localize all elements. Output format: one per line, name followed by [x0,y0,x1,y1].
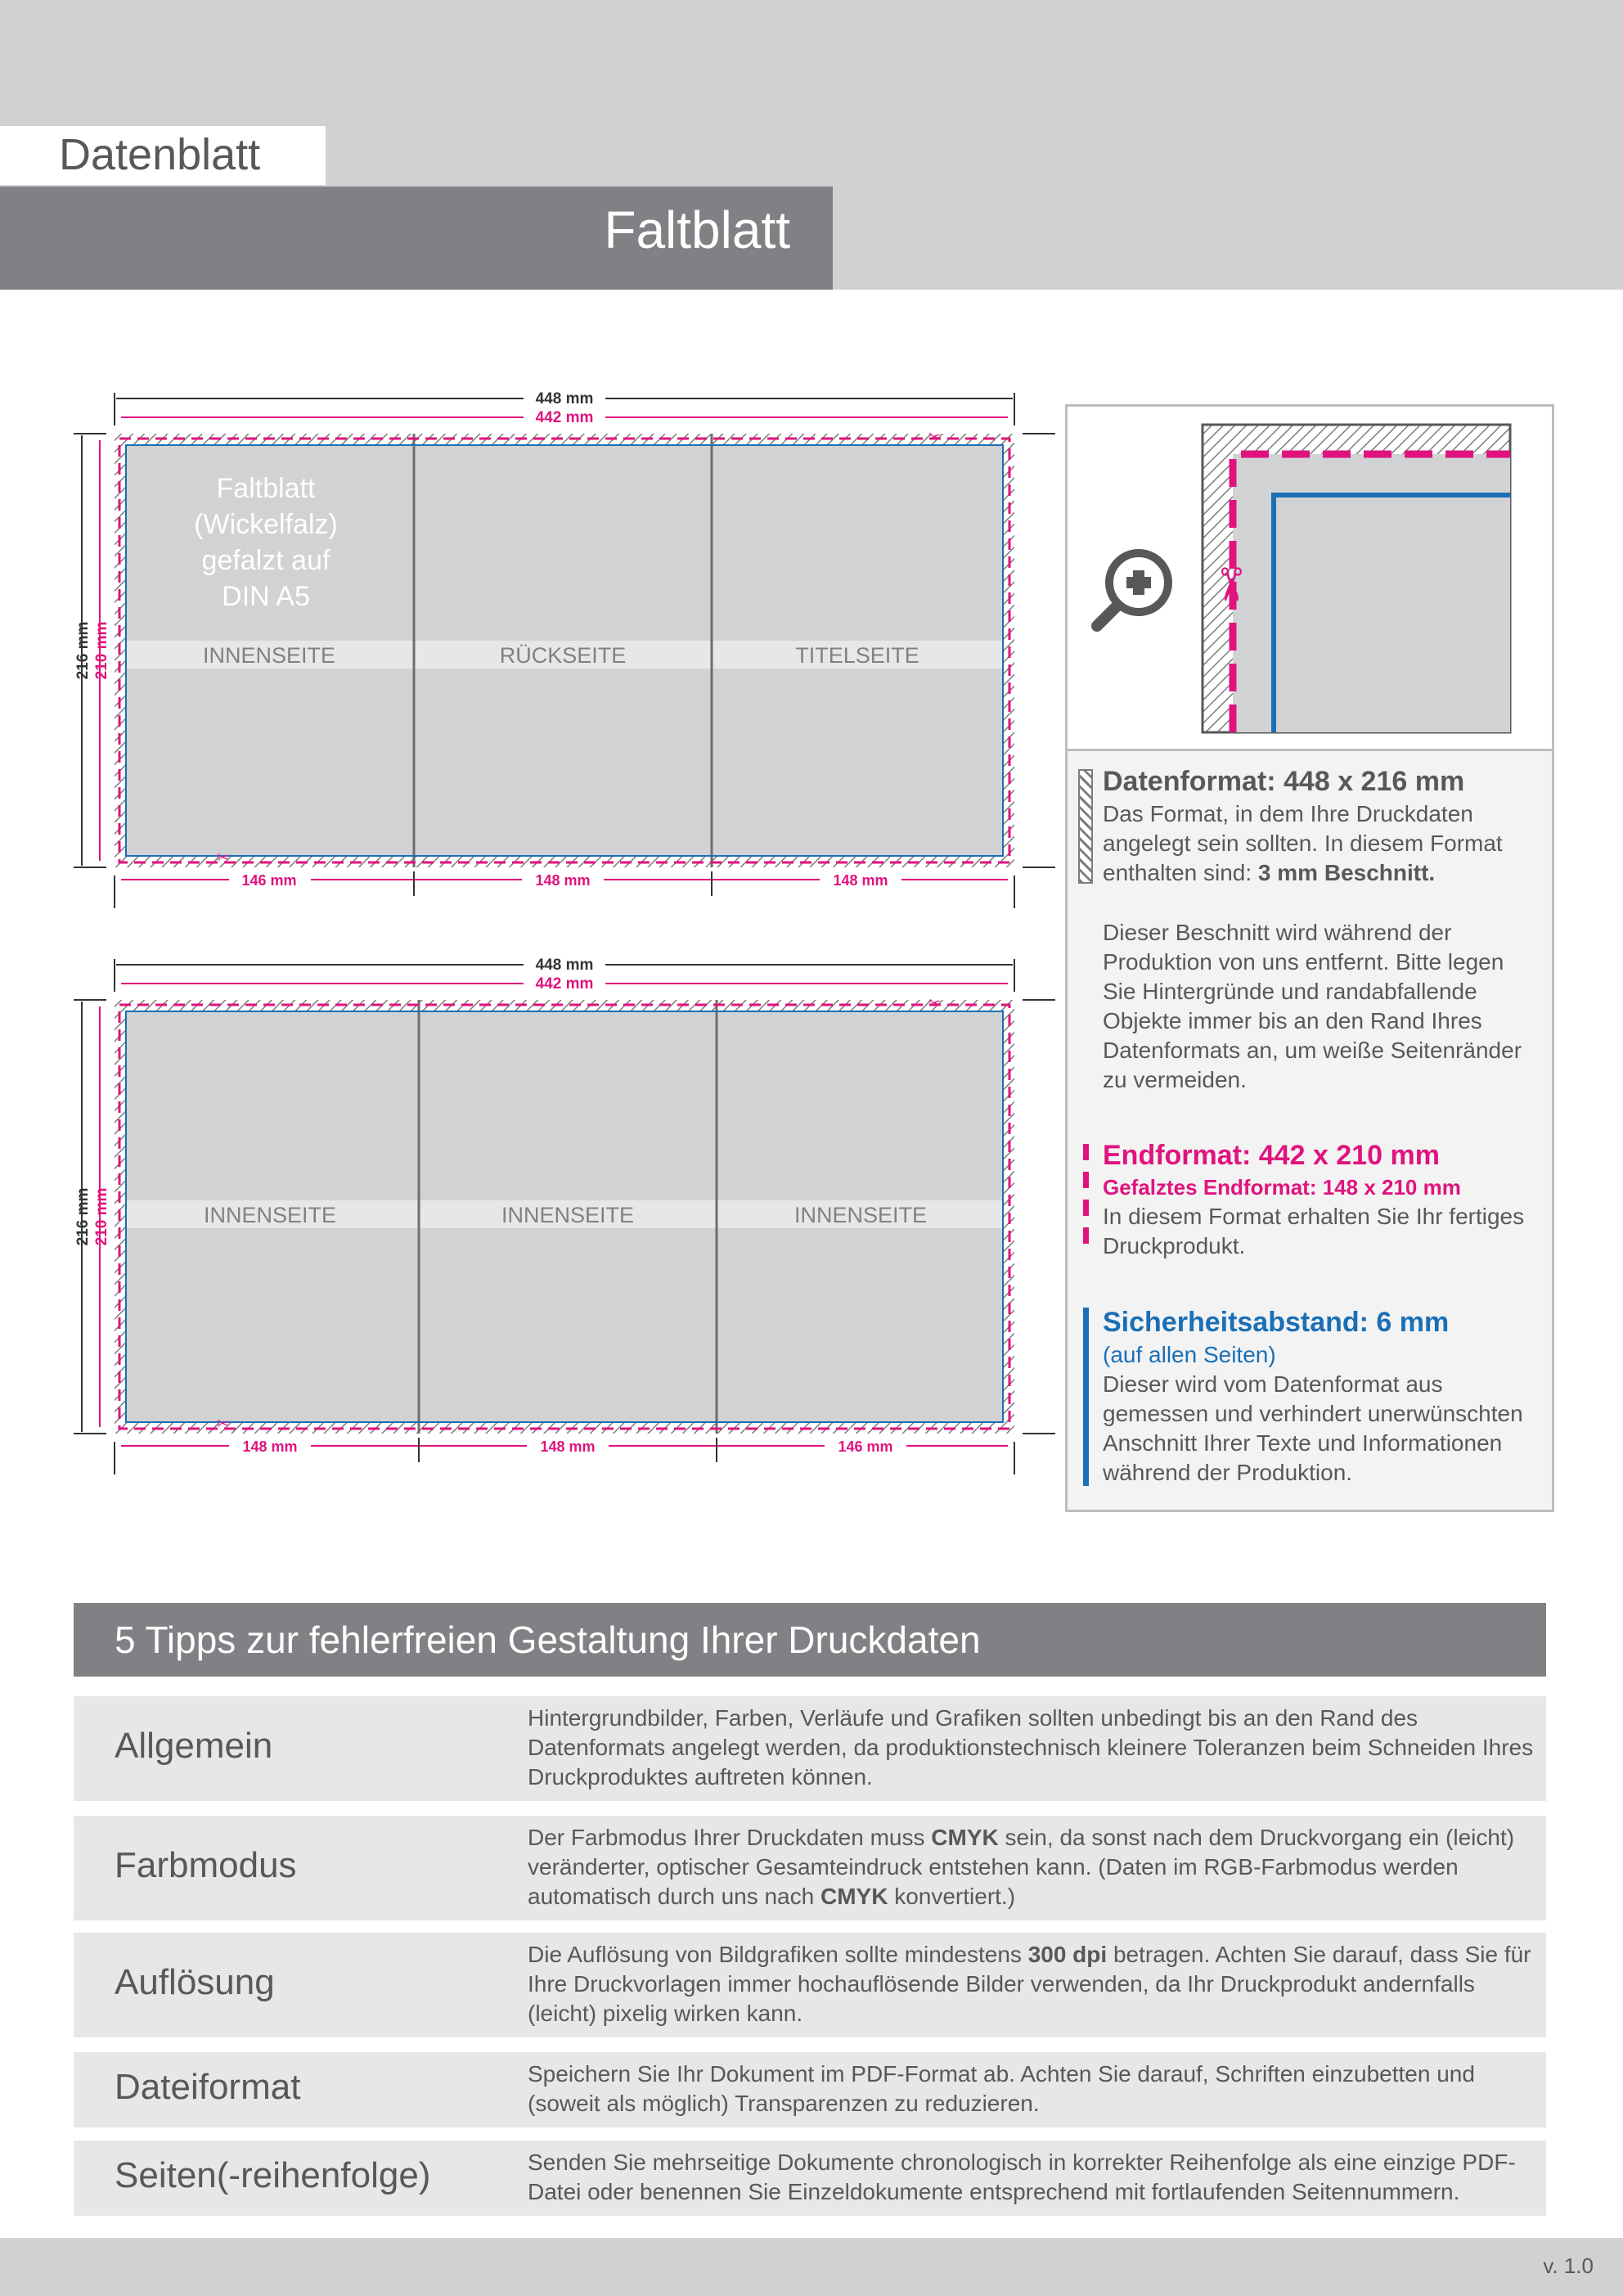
dim-total-height: 216 mm [74,1187,92,1246]
tip-label: Seiten(-reihenfolge) [115,2155,431,2195]
panel-label-1: INNENSEITE [203,1203,337,1227]
scissors-icon: ✂ [928,429,942,445]
zoom-detail-illustration [1068,407,1552,749]
datenformat-title: Datenformat: 448 x 216 mm [1103,766,1465,797]
note-line-2: (Wickelfalz) [194,509,338,540]
tip-text-part: Der Farbmodus Ihrer Druckdaten muss [528,1825,932,1850]
tip-label: Farbmodus [115,1845,297,1885]
zoom-detail-box [1068,407,1552,751]
tip-label: Dateiformat [115,2067,301,2107]
tip-label: Allgemein [115,1726,273,1766]
datenformat-text [1103,799,1528,888]
scissors-icon: ✂ [217,849,230,866]
tip-row-allgemein [74,1696,1546,1801]
footer-band [0,2238,1623,2296]
panel-label-2: INNENSEITE [501,1203,635,1227]
tip-text-part: konvertiert.) [888,1884,1016,1909]
diagram-top [65,385,1063,908]
tip-text-part: sein, da sonst nach dem Druckvorgang ein (leicht) veränderter, optischer Gesamteindruck entstehen kann. (Daten im RGB-Farbmodus werden automatisch durch uns nach [528,1825,1515,1909]
document-kicker: Datenblatt [59,130,261,179]
scissors-icon: ✂ [217,1416,230,1432]
sicherheit-subtitle: (auf allen Seiten) [1103,1342,1276,1367]
tips-title: 5 Tipps zur fehlerfreien Gestaltung Ihrer Druckdaten [115,1618,981,1661]
tip-row-dateiformat [74,2052,1546,2127]
tip-row-aufloesung [74,1933,1546,2037]
panel-width-3: 148 mm [833,872,888,889]
note-line-4: DIN A5 [222,581,310,612]
tip-text [528,1823,1534,1911]
datenformat-text-2: Dieser Beschnitt wird während der Produktion von uns entfernt. Bitte legen Sie Hintergründe und randabfallende Objekte immer bis an den Rand Ihres Datenformats an, um weiße Seitenränder zu vermeiden. [1103,920,1522,1092]
panel-width-2: 148 mm [535,872,591,889]
panel-label-1: INNENSEITE [202,643,336,668]
tip-row-seitenreihenfolge [74,2141,1546,2216]
dim-total-width: 448 mm [535,957,594,974]
tip-label: Auflösung [115,1962,275,2002]
dim-final-width: 442 mm [535,975,594,993]
endformat-text: In diesem Format erhalten Sie Ihr fertiges Druckprodukt. [1103,1204,1525,1258]
datenformat-text-main: Das Format, in dem Ihre Druckdaten angelegt sein sollten. In diesem Format enthalten sind: [1103,801,1503,885]
dim-final-height: 210 mm [93,1187,110,1246]
tip-text: Hintergrundbilder, Farben, Verläufe und Grafiken sollten unbedingt bis an den Rand des Datenformats angelegt werden, da produktionstechnisch kleinere Toleranzen beim Schneiden Ihres Druckproduktes auftreten können. [528,1705,1534,1790]
sicherheit-text: Dieser wird vom Datenformat aus gemessen und verhindert unerwünschten Anschnitt Ihrer Texte und Informationen während der Produktion. [1103,1371,1523,1485]
panel-label-2: RÜCKSEITE [499,643,627,668]
panel-width-3: 146 mm [838,1438,893,1455]
dim-final-height: 210 mm [93,621,110,680]
endformat-title: Endformat: 442 x 210 mm [1103,1140,1440,1171]
panel-label-3: TITELSEITE [795,643,919,668]
endformat-subtitle: Gefalztes Endformat: 148 x 210 mm [1103,1175,1461,1200]
note-line-3: gefalzt auf [201,545,330,576]
panel-width-2: 148 mm [540,1438,596,1455]
diagram-bottom [65,951,1063,1474]
dim-total-width: 448 mm [535,390,594,407]
dim-final-width: 442 mm [535,409,594,426]
tip-text-bold: CMYK [820,1884,888,1909]
sicherheit-marker [1083,1308,1089,1486]
dim-total-height: 216 mm [74,621,92,680]
version-label: v. 1.0 [1543,2253,1594,2278]
tip-text-part: Die Auflösung von Bildgrafiken sollte mindestens [528,1942,1028,1967]
datenformat-text-bold: 3 mm Beschnitt. [1257,860,1436,885]
sicherheit-title: Sicherheitsabstand: 6 mm [1103,1307,1450,1338]
tip-text-bold: 300 dpi [1027,1942,1108,1967]
panel-width-1: 146 mm [241,872,297,889]
tip-text-part: betragen. Achten Sie darauf, dass Sie für Ihre Druckvorlagen immer hochauflösende Bilder verwenden, da Ihr Druckprodukt andernfalls (leicht) pixelig wirken kann. [528,1942,1531,2026]
note-line-1: Faltblatt [216,473,316,504]
tip-text-bold: CMYK [931,1825,999,1850]
scissors-icon: ✂ [1205,565,1257,604]
scissors-icon: ✂ [928,995,942,1011]
endformat-marker [1083,1144,1089,1252]
tip-text [528,1940,1534,2028]
tip-text: Senden Sie mehrseitige Dokumente chronologisch in korrekter Reihenfolge als eine einzige PDF-Datei oder benennen Sie Einzeldokumente entsprechend mit fortlaufenden Seitennummern. [528,2150,1516,2204]
panel-width-1: 148 mm [242,1438,298,1455]
zoom-icon [1097,553,1168,626]
datenformat-marker [1078,769,1093,884]
tip-text: Speichern Sie Ihr Dokument im PDF-Format ab. Achten Sie darauf, Schriften einzubetten und (soweit als möglich) Transparenzen zu reduzieren. [528,2061,1475,2116]
tip-row-farbmodus [74,1816,1546,1920]
page-title: Faltblatt [604,200,790,259]
panel-label-3: INNENSEITE [794,1203,928,1227]
